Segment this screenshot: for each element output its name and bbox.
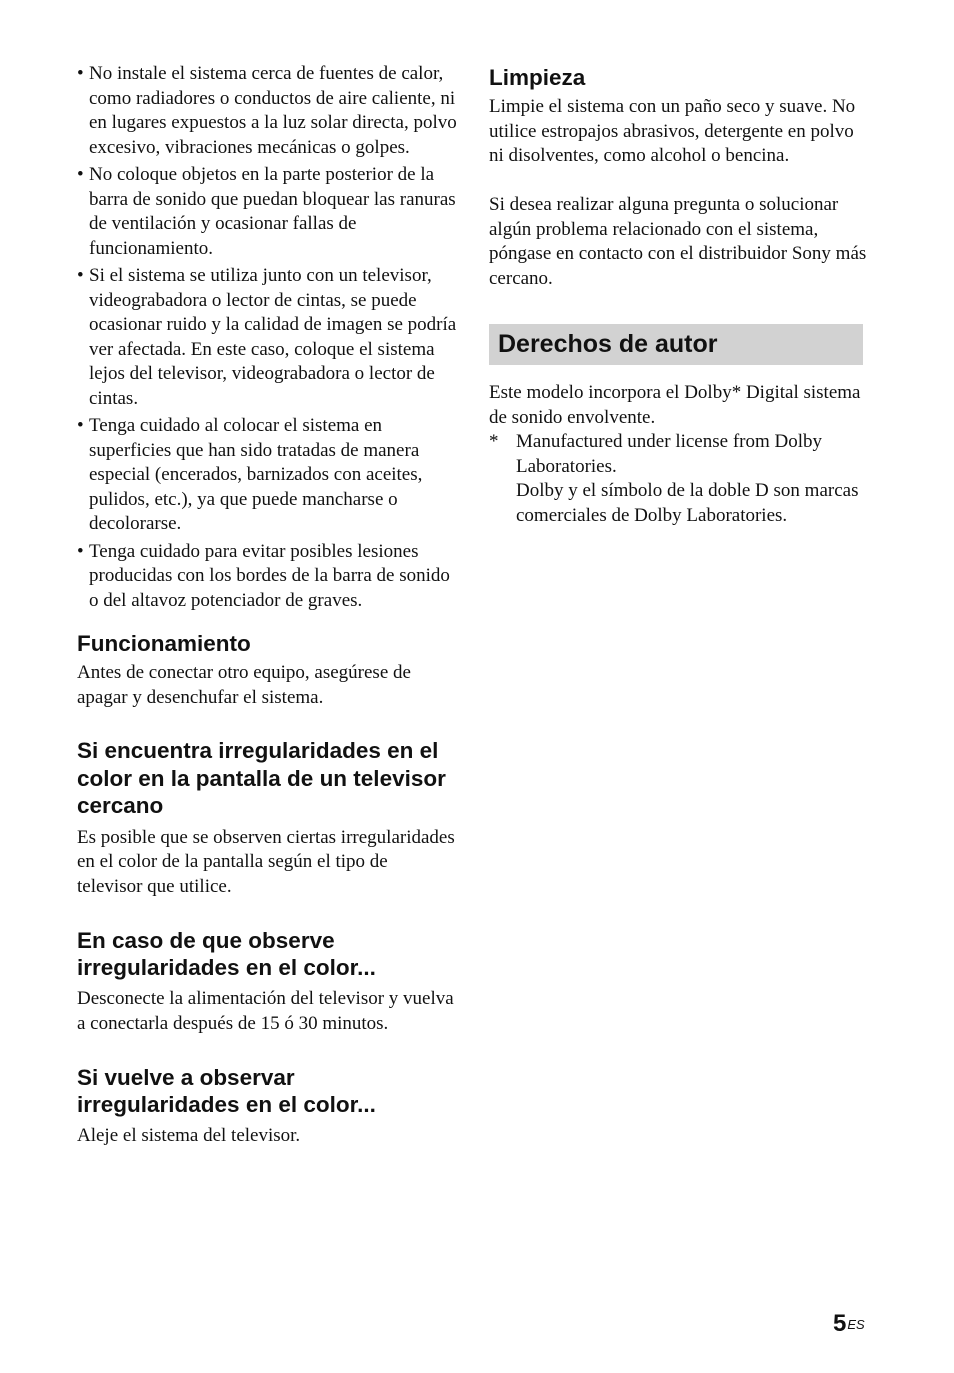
derechos-text: Este modelo incorpora el Dolby* Digital sistema de sonido envolvente. [489, 382, 861, 428]
footnote-line: Dolby y el símbolo de la doble D son marcas comerciales de Dolby Laboratories. [516, 480, 859, 526]
precautions-list [77, 62, 457, 613]
list-item: • Tenga cuidado al colocar el sistema en superficies que han sido tratadas de manera especial (encerados, barnizados con aceites, pulidos, etc.), ya que puede mancharse o decolorarse. [77, 414, 457, 537]
irregularidades-text: Es posible que se observen ciertas irregularidades en el color de la pantalla según el tipo de televisor que utilice. [77, 826, 455, 897]
paragraph-gap [489, 169, 869, 194]
page-number-suffix: ES [847, 1317, 865, 1332]
contact-text: Si desea realizar alguna pregunta o solucionar algún problema relacionado con el sistema, póngase en contacto con el distribuidor Sony más cercano. [489, 194, 867, 289]
right-column [489, 62, 869, 528]
list-item: • Tenga cuidado para evitar posibles lesiones producidas con los bordes de la barra de sonido o del altavoz potenciador de graves. [77, 540, 457, 614]
footnote-mark: * [489, 431, 499, 452]
footnote [489, 430, 869, 528]
en-caso-heading: En caso de que observe irregularidades en el color... [77, 928, 376, 980]
left-column [77, 62, 457, 1149]
footnote-line: Manufactured under license from Dolby Laboratories. [516, 431, 823, 477]
list-item: • No instale el sistema cerca de fuentes de calor, como radiadores o conductos de aire caliente, ni en lugares expuestos a la luz solar directa, polvo excesivo, vibraciones mecánicas o golpes. [77, 62, 457, 160]
si-vuelve-text: Aleje el sistema del televisor. [77, 1125, 301, 1146]
limpieza-text: Limpie el sistema con un paño seco y suave. No utilice estropajos abrasivos, detergente en polvo ni disolventes, como alcohol o bencina. [489, 96, 856, 166]
irregularidades-heading: Si encuentra irregularidades en el color en la pantalla de un televisor cercano [77, 738, 446, 818]
page-number-value: 5 [833, 1310, 847, 1337]
list-item: • Si el sistema se utiliza junto con un televisor, videograbadora o lector de cintas, se puede ocasionar ruido y la calidad de imagen se podría ver afectada. En este caso, coloque el sistema lejos del televisor, videograbadora o lector de cintas. [77, 264, 457, 411]
list-item: • No coloque objetos en la parte posterior de la barra de sonido que puedan bloquear las ranuras de ventilación y ocasionar fallas de funcionamiento. [77, 163, 457, 261]
derechos-banner: Derechos de autor [489, 324, 863, 365]
funcionamiento-text: Antes de conectar otro equipo, asegúrese de apagar y desenchufar el sistema. [77, 662, 411, 708]
en-caso-text: Desconecte la alimentación del televisor y vuelva a conectarla después de 15 ó 30 minutos. [77, 988, 454, 1034]
funcionamiento-heading: Funcionamiento [77, 631, 251, 656]
footnote-body [516, 430, 869, 528]
limpieza-heading: Limpieza [489, 65, 586, 90]
si-vuelve-heading: Si vuelve a observar irregularidades en el color... [77, 1065, 376, 1117]
page-number [833, 1310, 865, 1338]
